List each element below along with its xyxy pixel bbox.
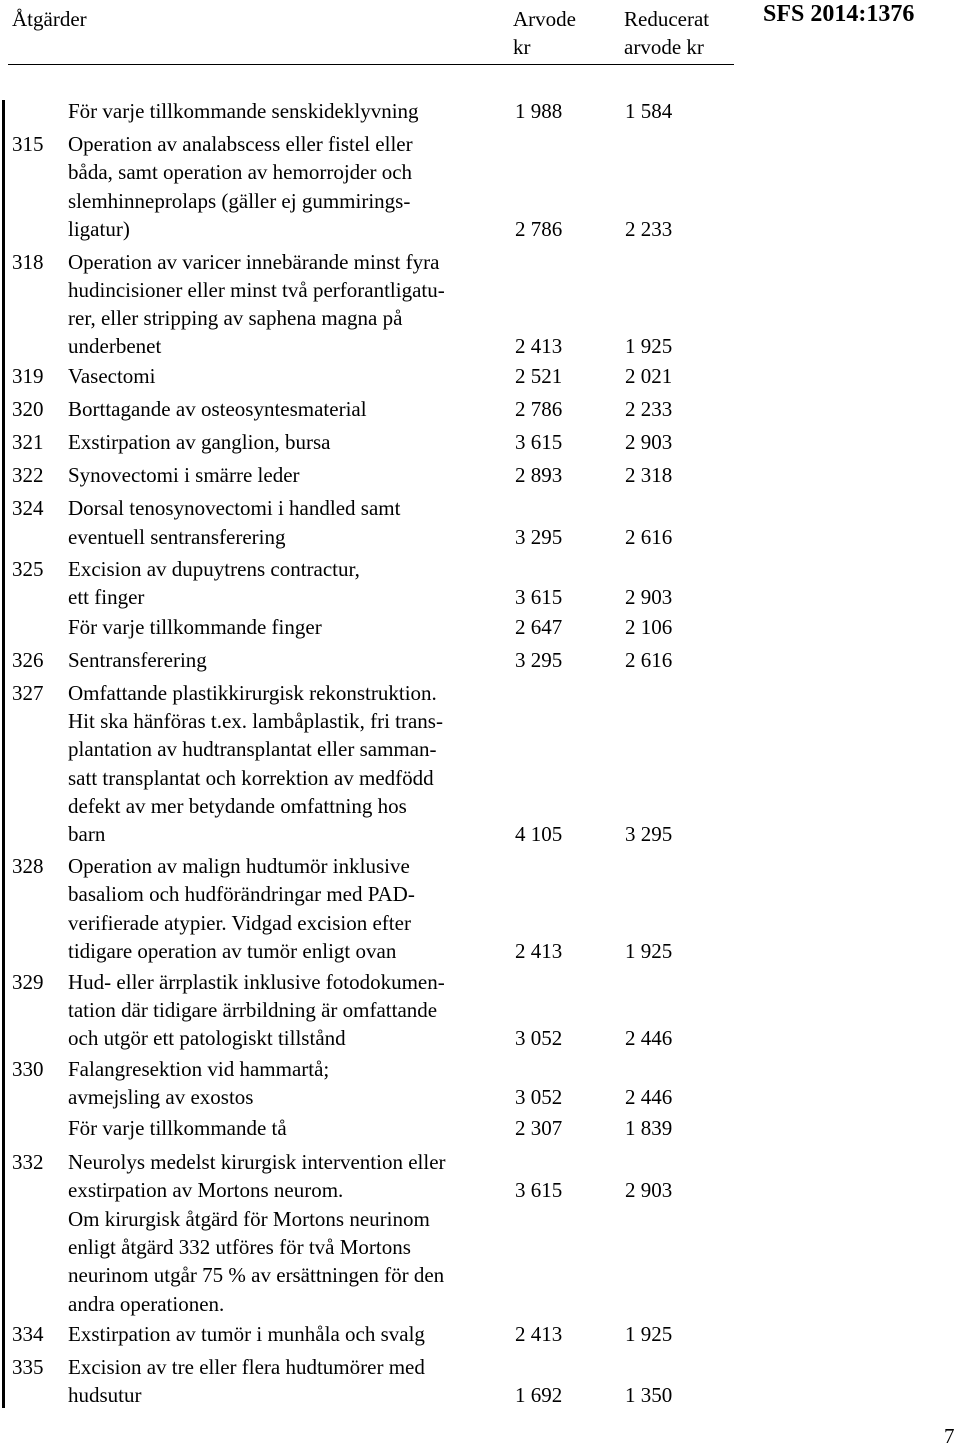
table-row	[0, 646, 960, 674]
table-row	[0, 1290, 960, 1318]
row-description: Operation av analabscess eller fistel eller	[68, 132, 413, 156]
row-description: För varje tillkommande senskideklyvning	[68, 99, 419, 123]
table-row	[0, 130, 960, 158]
table-row	[0, 1233, 960, 1261]
table-row	[0, 968, 960, 996]
row-description: och utgör ett patologiskt tillstånd	[68, 1026, 346, 1050]
row-code: 330	[12, 1057, 44, 1081]
table-row	[0, 613, 960, 641]
row-fee: 2 786	[515, 217, 563, 241]
row-code: 328	[12, 854, 44, 878]
row-description: Om kirurgisk åtgärd för Mortons neurinom	[68, 1207, 430, 1231]
row-reduced-fee: 2 903	[625, 585, 673, 609]
row-fee: 3 615	[515, 430, 563, 454]
row-code: 332	[12, 1150, 44, 1174]
table-row	[0, 764, 960, 792]
row-fee: 2 647	[515, 615, 563, 639]
row-reduced-fee: 2 233	[625, 397, 673, 421]
table-row	[0, 909, 960, 937]
row-code: 329	[12, 970, 44, 994]
row-fee: 4 105	[515, 822, 563, 846]
row-reduced-fee: 1 925	[625, 1322, 673, 1346]
sfs-reference: SFS 2014:1376	[763, 1, 915, 27]
table-row	[0, 304, 960, 332]
table-row	[0, 1353, 960, 1381]
row-description: neurinom utgår 75 % av ersättningen för den	[68, 1263, 445, 1287]
row-description: För varje tillkommande finger	[68, 615, 322, 639]
row-description: båda, samt operation av hemorrojder och	[68, 160, 413, 184]
row-fee: 2 413	[515, 334, 563, 358]
row-reduced-fee: 2 616	[625, 525, 673, 549]
row-description: Exstirpation av tumör i munhåla och svalg	[68, 1322, 425, 1346]
row-fee: 2 413	[515, 1322, 563, 1346]
row-fee: 2 786	[515, 397, 563, 421]
table-row	[0, 1083, 960, 1111]
table-row	[0, 461, 960, 489]
header-fee-line1: Arvode	[513, 7, 576, 31]
table-row	[0, 1261, 960, 1289]
row-reduced-fee: 1 839	[625, 1116, 673, 1140]
table-row	[0, 792, 960, 820]
header-reduced-line2: arvode kr	[624, 35, 704, 59]
row-fee: 3 295	[515, 648, 563, 672]
row-description: satt transplantat och korrektion av medfödd	[68, 766, 434, 790]
row-reduced-fee: 1 925	[625, 939, 673, 963]
row-description: Vasectomi	[68, 364, 156, 388]
row-description: tation där tidigare ärrbildning är omfattande	[68, 998, 438, 1022]
row-code: 335	[12, 1355, 44, 1379]
row-description: exstirpation av Mortons neurom.	[68, 1178, 344, 1202]
row-reduced-fee: 2 616	[625, 648, 673, 672]
row-reduced-fee: 3 295	[625, 822, 673, 846]
row-description: Hit ska hänföras t.ex. lambåplastik, fri trans-	[68, 709, 443, 733]
table-row	[0, 1320, 960, 1348]
row-description: tidigare operation av tumör enligt ovan	[68, 939, 397, 963]
row-reduced-fee: 1 584	[625, 99, 673, 123]
row-description: Exstirpation av ganglion, bursa	[68, 430, 331, 454]
row-description: För varje tillkommande tå	[68, 1116, 287, 1140]
table-row	[0, 1176, 960, 1204]
row-reduced-fee: 2 446	[625, 1085, 673, 1109]
row-code: 324	[12, 496, 44, 520]
row-reduced-fee: 2 903	[625, 430, 673, 454]
table-row	[0, 1114, 960, 1142]
table-row	[0, 1024, 960, 1052]
table-row	[0, 248, 960, 276]
row-description: verifierade atypier. Vidgad excision efter	[68, 911, 411, 935]
row-reduced-fee: 2 021	[625, 364, 673, 388]
row-description: eventuell sentransferering	[68, 525, 286, 549]
row-reduced-fee: 2 233	[625, 217, 673, 241]
row-fee: 3 615	[515, 585, 563, 609]
header-reduced-line1: Reducerat	[624, 7, 710, 31]
row-code: 321	[12, 430, 44, 454]
table-row	[0, 1205, 960, 1233]
row-reduced-fee: 1 350	[625, 1383, 673, 1407]
row-description: ligatur)	[68, 217, 130, 241]
row-description: plantation av hudtransplantat eller samman-	[68, 737, 437, 761]
table-row	[0, 583, 960, 611]
table-row	[0, 494, 960, 522]
row-fee: 3 295	[515, 525, 563, 549]
row-description: basaliom och hudförändringar med PAD-	[68, 882, 415, 906]
row-code: 318	[12, 250, 44, 274]
row-fee: 1 692	[515, 1383, 563, 1407]
row-reduced-fee: 2 446	[625, 1026, 673, 1050]
row-description: Operation av varicer innebärande minst fyra	[68, 250, 440, 274]
page-number: 7	[944, 1424, 955, 1448]
row-description: defekt av mer betydande omfattning hos	[68, 794, 407, 818]
table-row	[0, 820, 960, 848]
header-measures: Åtgärder	[12, 7, 87, 31]
row-description: ett finger	[68, 585, 145, 609]
row-description: Falangresektion vid hammartå;	[68, 1057, 330, 1081]
header-fee-line2: kr	[513, 35, 531, 59]
row-fee: 2 521	[515, 364, 563, 388]
table-row	[0, 187, 960, 215]
header-fee	[513, 5, 576, 61]
row-description: Excision av tre eller flera hudtumörer med	[68, 1355, 425, 1379]
row-description: hudincisioner eller minst två perforantligatu-	[68, 278, 445, 302]
row-description: Hud- eller ärrplastik inklusive fotodokumen-	[68, 970, 445, 994]
table-row	[0, 523, 960, 551]
table-row	[0, 362, 960, 390]
table-row	[0, 852, 960, 880]
row-code: 325	[12, 557, 44, 581]
row-code: 315	[12, 132, 44, 156]
table-row	[0, 1148, 960, 1176]
row-description: underbenet	[68, 334, 162, 358]
row-description: Synovectomi i smärre leder	[68, 463, 300, 487]
row-description: barn	[68, 822, 106, 846]
table-row	[0, 395, 960, 423]
table-row	[0, 679, 960, 707]
table-row	[0, 215, 960, 243]
row-reduced-fee: 2 106	[625, 615, 673, 639]
header-reduced-fee	[624, 5, 709, 61]
row-description: Omfattande plastikkirurgisk rekonstruktion.	[68, 681, 437, 705]
row-description: Excision av dupuytrens contractur,	[68, 557, 360, 581]
row-description: slemhinneprolaps (gäller ej gummirings-	[68, 189, 411, 213]
row-description: Sentransferering	[68, 648, 207, 672]
row-description: Neurolys medelst kirurgisk intervention eller	[68, 1150, 446, 1174]
row-fee: 2 413	[515, 939, 563, 963]
row-description: avmejsling av exostos	[68, 1085, 254, 1109]
row-description: Operation av malign hudtumör inklusive	[68, 854, 410, 878]
table-row	[0, 332, 960, 360]
table-row	[0, 735, 960, 763]
row-fee: 2 307	[515, 1116, 563, 1140]
table-row	[0, 428, 960, 456]
row-fee: 3 052	[515, 1026, 563, 1050]
row-description: enligt åtgärd 332 utföres för två Mortons	[68, 1235, 411, 1259]
row-code: 322	[12, 463, 44, 487]
table-row	[0, 1381, 960, 1409]
table-row	[0, 707, 960, 735]
row-reduced-fee: 2 903	[625, 1178, 673, 1202]
table-row	[0, 97, 960, 125]
row-fee: 2 893	[515, 463, 563, 487]
row-fee: 3 615	[515, 1178, 563, 1202]
row-description: hudsutur	[68, 1383, 142, 1407]
table-row	[0, 555, 960, 583]
table-row	[0, 1055, 960, 1083]
row-fee: 1 988	[515, 99, 563, 123]
table-row	[0, 937, 960, 965]
header-rule	[8, 64, 734, 65]
row-description: Dorsal tenosynovectomi i handled samt	[68, 496, 401, 520]
row-code: 334	[12, 1322, 44, 1346]
row-fee: 3 052	[515, 1085, 563, 1109]
table-row	[0, 880, 960, 908]
row-reduced-fee: 2 318	[625, 463, 673, 487]
row-code: 319	[12, 364, 44, 388]
row-description: Borttagande av osteosyntesmaterial	[68, 397, 367, 421]
row-code: 327	[12, 681, 44, 705]
row-code: 320	[12, 397, 44, 421]
row-code: 326	[12, 648, 44, 672]
row-description: andra operationen.	[68, 1292, 225, 1316]
table-row	[0, 158, 960, 186]
table-row	[0, 276, 960, 304]
table-row	[0, 996, 960, 1024]
row-reduced-fee: 1 925	[625, 334, 673, 358]
row-description: rer, eller stripping av saphena magna på	[68, 306, 403, 330]
